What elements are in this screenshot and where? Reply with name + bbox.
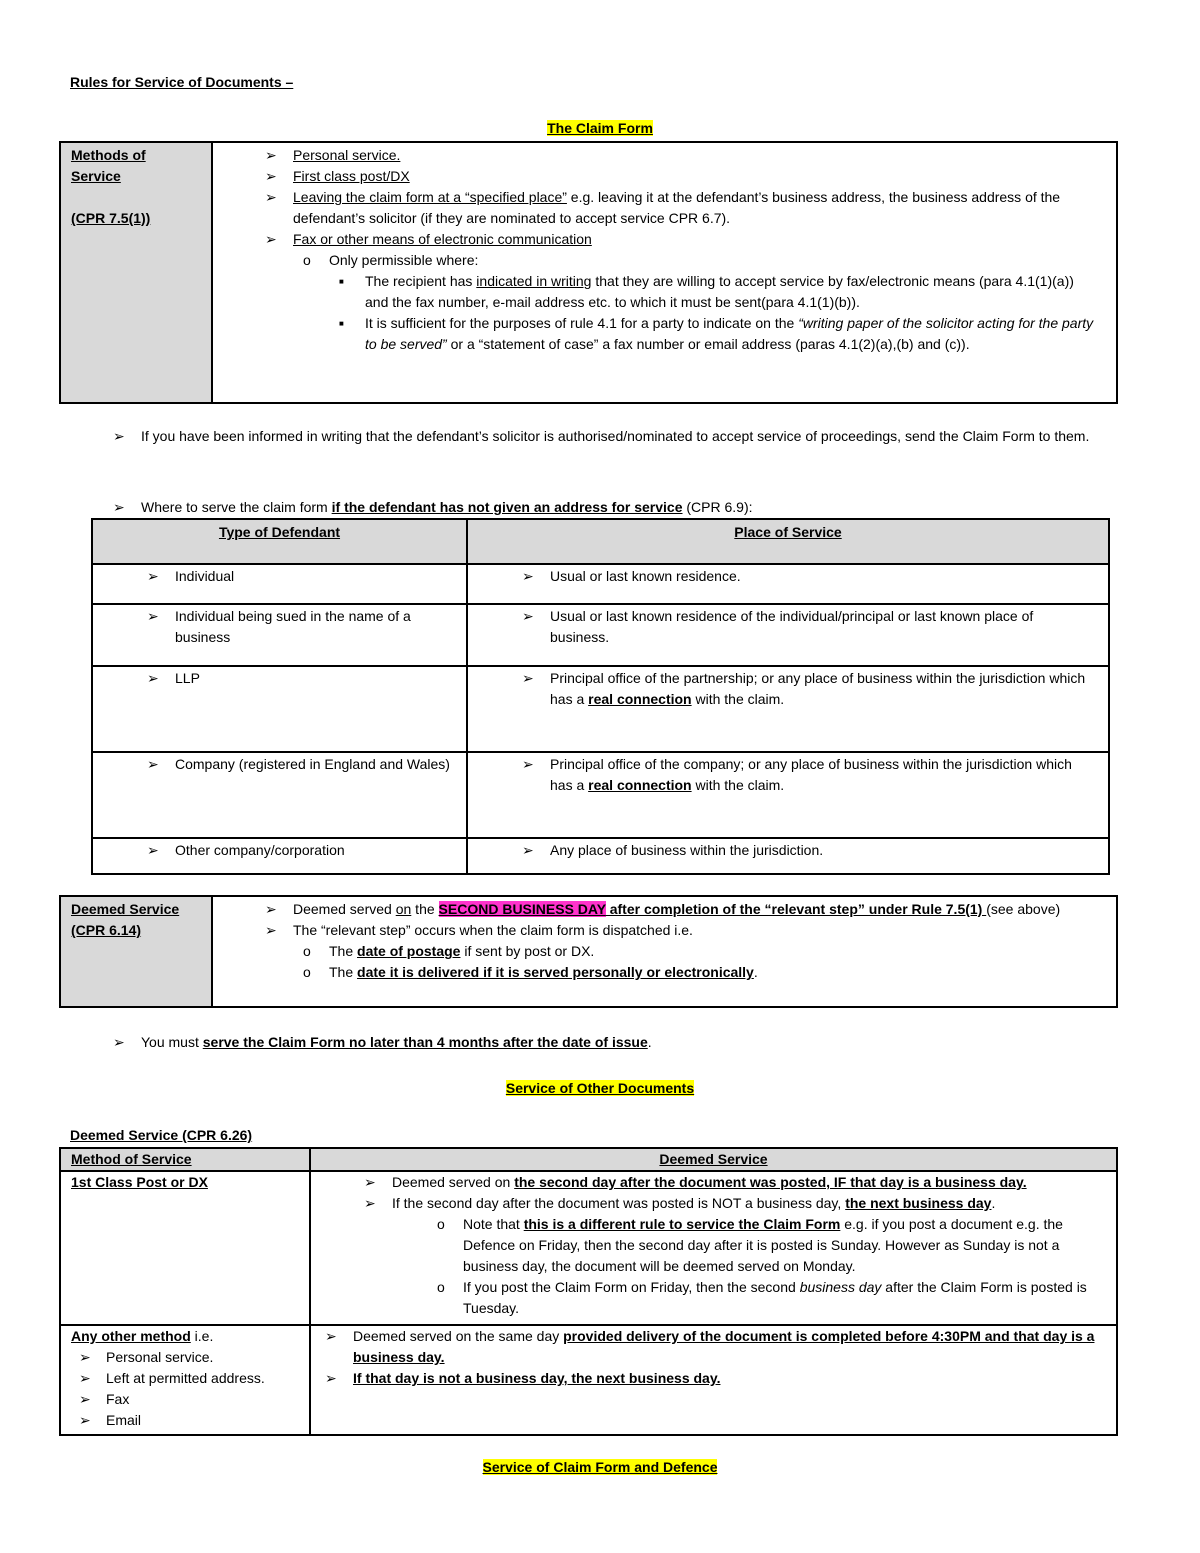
deemed-service-table [59, 895, 1118, 1008]
list-item: ➢ First class post/DX [257, 166, 1100, 187]
list-item: ➢ Personal service. [71, 1347, 299, 1368]
other-documents-heading: Service of Other Documents [505, 1080, 695, 1096]
service-label: Service [71, 168, 121, 184]
claim-form-heading: The Claim Form [547, 120, 653, 136]
four-months-bullet: ➢ You must serve the Claim Form no later than 4 months after the date of issue. [105, 1032, 1105, 1053]
first-class-post-label: 1st Class Post or DX [71, 1174, 208, 1190]
deemed-service-label: Deemed Service [71, 901, 180, 917]
methods-list [257, 145, 1100, 355]
list-item: ➢ Email [71, 1410, 299, 1431]
deemed-label-cell [60, 896, 212, 1007]
deemed-service-626-heading: Deemed Service (CPR 6.26) [70, 1127, 253, 1143]
list-item: o Note that this is a different rule to service the Claim Form e.g. if you post a document e.g. the Defence on Friday, then the second day after it is posted is Sunday. However as Sunday is not a business day, the document will be deemed served on Monday. [427, 1214, 1106, 1277]
list-item: ■ The recipient has indicated in writing that they are willing to accept service by fax/electronic means (para 4.1(1)(a)) and the fax number, e-mail address etc. to which it must be sent(para 4.1(1)(b)). [329, 271, 1100, 313]
method-of-service-header: Method of Service [71, 1151, 192, 1167]
table-row: ➢ Individual ➢ Usual or last known residence. [92, 564, 1109, 604]
table-row: ➢ Company (registered in England and Wales) ➢ Principal office of the company; or any place of business within the jurisdiction which has a real connection with the claim. [92, 752, 1109, 838]
claim-form-and-defence-heading: Service of Claim Form and Defence [482, 1459, 718, 1475]
list-item: ➢ Fax [71, 1389, 299, 1410]
list-item: ➢ If that day is not a business day, the next business day. [317, 1368, 1106, 1389]
list-item: ➢ Deemed served on the same day provided delivery of the document is completed before 4:30PM and that day is a business day. [317, 1326, 1106, 1368]
type-of-defendant-header: Type of Defendant [218, 524, 341, 540]
methods-content-cell [212, 142, 1117, 403]
solicitor-bullet: ➢ If you have been informed in writing that the defendant’s solicitor is authorised/nominated to accept service of proceedings, send the Claim Form to them. [105, 426, 1105, 447]
table-row: ➢ Individual being sued in the name of a business ➢ Usual or last known residence of the individual/principal or last known place of business. [92, 604, 1109, 666]
list-item: ➢ Personal service. [257, 145, 1100, 166]
table-row: ➢ Other company/corporation ➢ Any place of business within the jurisdiction. [92, 838, 1109, 874]
cpr-reference: (CPR 7.5(1)) [71, 210, 151, 226]
table-row: ➢ LLP ➢ Principal office of the partnership; or any place of business within the jurisdiction which has a real connection with the claim. [92, 666, 1109, 752]
list-item: o If you post the Claim Form on Friday, then the second business day after the Claim Form is posted is Tuesday. [427, 1277, 1106, 1319]
methods-label: Methods of [71, 147, 146, 163]
list-item: ➢ If the second day after the document was posted is NOT a business day, the next business day. o Note that this is a different rule to service the Claim Form e.g. if you post a document e.g. the Defence on Friday, then the second day after it is posted is Sunday. However as Sunday is not a business day, the document will be deemed served on Monday. o If you post the Claim Form on Friday, then the second business day after the Claim Form is posted is Tuesday. [356, 1193, 1106, 1319]
deemed-content-cell [212, 896, 1117, 1007]
list-item: ➢ The “relevant step” occurs when the claim form is dispatched i.e. o The date of postage if sent by post or DX. o The date it is delivered if it is served personally or electronically. [257, 920, 1100, 983]
list-item: ➢ Leaving the claim form at a “specified place” e.g. leaving it at the defendant’s business address, the business address of the defendant’s solicitor (if they are nominated to accept service CPR 6.7). [257, 187, 1100, 229]
methods-of-service-table [59, 141, 1118, 404]
list-item: ➢ Deemed served on the SECOND BUSINESS DAY after completion of the “relevant step” under Rule 7.5(1) (see above) [257, 899, 1100, 920]
table-row [60, 1171, 1117, 1325]
deemed-service-header: Deemed Service [659, 1151, 768, 1167]
place-of-service-table [91, 518, 1110, 875]
list-item: o The date it is delivered if it is served personally or electronically. [293, 962, 1100, 983]
other-documents-table [59, 1147, 1118, 1436]
place-of-service-header: Place of Service [734, 524, 842, 540]
where-to-serve-bullet: ➢ Where to serve the claim form if the defendant has not given an address for service (CPR 6.9): [105, 497, 1105, 518]
list-item: o Only permissible where: ■ The recipient has indicated in writing that they are willing to accept service by fax/electronic means (para 4.1(1)(a)) and the fax number, e-mail address etc. to which it must be sent(para 4.1(1)(b)). ■ It is sufficient for the purposes of rule 4.1 for a party to indicate on the “writing paper of the solicitor acting for the party to be served” or a “statement of case” a fax number or email address (paras 4.1(2)(a),(b) and (c)). [293, 250, 1100, 355]
document-title: Rules for Service of Documents – [70, 74, 294, 90]
methods-label-cell [60, 142, 212, 403]
list-item: ■ It is sufficient for the purposes of rule 4.1 for a party to indicate on the “writing paper of the solicitor acting for the party to be served” or a “statement of case” a fax number or email address (paras 4.1(2)(a),(b) and (c)). [329, 313, 1100, 355]
list-item: ➢ Left at permitted address. [71, 1368, 299, 1389]
list-item: ➢ Deemed served on the second day after the document was posted, IF that day is a business day. [356, 1172, 1106, 1193]
list-item: ➢ Fax or other means of electronic communication o Only permissible where: ■ The recipient has indicated in writing that they are willing to accept service by fax/electronic means (para 4.1(1)(a)) and the fax number, e-mail address etc. to which it must be sent(para 4.1(1)(b)). ■ It is sufficient for the purposes of rule 4.1 for a party to indicate on the “writing paper of the solicitor acting for the party to be served” or a “statement of case” a fax number or email address (paras 4.1(2)(a),(b) and (c)). [257, 229, 1100, 355]
list-item: o The date of postage if sent by post or DX. [293, 941, 1100, 962]
table-row: Any other method i.e. ➢ Personal service. ➢ Left at permitted address. ➢ Fax ➢ Email ➢ Deemed served on the same day provided delivery of the document is completed before 4:30PM and that day is a business day. ➢ If that day is not a business day, the next business day. [60, 1325, 1117, 1435]
cpr-reference: (CPR 6.14) [71, 922, 142, 938]
